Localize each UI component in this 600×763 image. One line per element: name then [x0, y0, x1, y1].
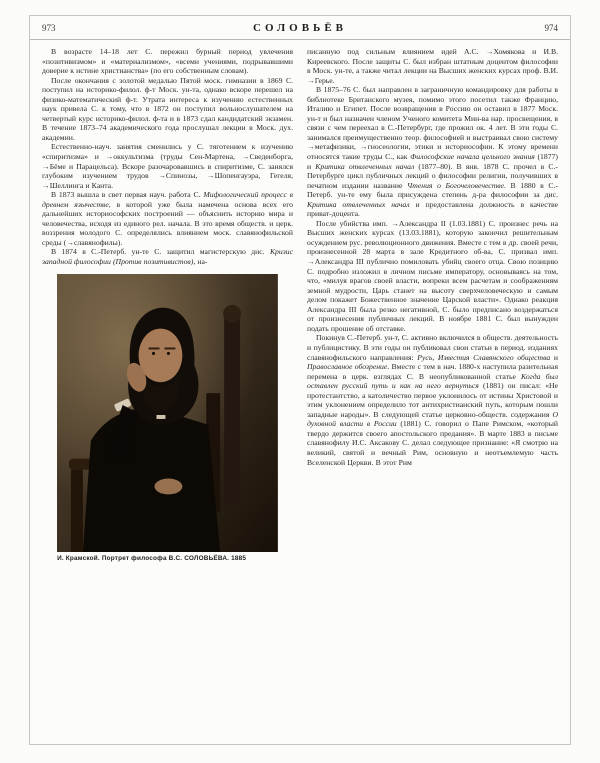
column-left	[42, 47, 293, 738]
figure	[57, 274, 278, 562]
page-frame	[29, 15, 571, 745]
paragraph: писанную под сильным влиянием идей А.С. →Хомякова и И.В. Киреевского. После защиты С. был избран штатным доцентом философии в Моск. ун-те, а также читал лекции на Высших женских курсах проф. В.И. →Герье.	[307, 47, 559, 85]
paragraph: После окончания с золотой медалью Пятой моск. гимназии в 1869 С. поступил на историко-филол. ф-т Моск. ун-та, однако вскоре перешел на физико-математический ф-т. Утрата интереса к изучению естественных наук привела С. к тому, что в 1872 он поступил вольнослушателем на четвертый курс историко-филол. ф-та и в 1873 сдал кандидатский экзамен. В течение 1873–74 академического года прослушал лекции в Моск. дух. академии.	[42, 75, 293, 142]
right-paragraphs	[307, 47, 558, 467]
page-number-left: 973	[42, 22, 56, 33]
page-number-right: 974	[544, 22, 558, 33]
portrait-image	[57, 274, 278, 552]
column-right	[307, 47, 558, 738]
two-column-content	[30, 40, 570, 744]
paragraph: В 1875–76 С. был направлен в заграничную командировку для работы в библиотеке Британского музея, помимо этого посетил также Францию, Италию и Египет. После возвращения в Россию он оставил в 1877 Моск. ун-т и был назначен членом Ученого комитета Мин-ва нар. просвещения, в связи с чем переехал в С.-Петербург, где прожил ок. 4 лет. В эти годы С. занимался преимущественно теор. философией и выстраивал свою систему →метафизики, →гносеологии, этики и историософии. К этому времени относятся такие труды С., как Философские начала цельного знания (1877) и Критика отвлеченных начал (1877–80). В янв. 1878 С. прочел в С.-Петербурге цикл публичных лекций о философии религии, получивших в печатном издании название Чтения о Богочеловечестве. В 1880 в С.-Петерб. ун-те ему была присуждена степень д-ра философии за дис. Критика отвлеченных начал и предоставлена должность в качестве приват-доцента.	[307, 85, 558, 219]
left-paragraphs	[42, 47, 293, 267]
running-head: СОЛОВЬЁВ	[253, 21, 347, 34]
paragraph: В 1873 вышла в свет первая науч. работа С. Мифологический процесс в древнем язычестве, в которой уже была намечена основа всех его дальнейших историософских построений — объяснить историю мира и человечества, исходя из единого рел. начала. В это время обществ. и церк. воззрения молодого С. определялись влиянием моск. славянофильской среды (→славянофилы).	[42, 190, 293, 247]
paragraph: В возрасте 14–18 лет С. пережил бурный период увлечения «позитивизмом» и «материализмом», «всеми учениями, подрывавшими доверие к истине христианства» (по его собственным словам).	[42, 47, 293, 76]
figure-caption: И. Крамской. Портрет философа В.С. СОЛОВЬЁВА. 1885	[57, 554, 247, 562]
paragraph: Естественно-науч. занятия сменились у С. тяготением к изучению «спиритизма» и →оккультизма (труды Сен-Мартена, →Сведенборга, →Бёме и Парацельса). Вскоре разочаровавшись в спиритизме, С. занялся глубоким изучением трудов →Спинозы, →Шопенгауэра, Гегеля, →Шеллинга и Канта.	[42, 142, 293, 190]
paragraph: После убийства имп. →Александра II (1.03.1881) С. произнес речь на Высших женских курсах (13.03.1881), которую закончил решительным осуждением рус. революционного движения. Вместе с тем в др. своей речи, произнесенной 28 марта в зале Кредитного об-ва, С. призвал имп. →Александра III публично помиловать убийц своего отца. Свою позицию С. подробно изложил в личном письме императору, основываясь на том, что, «милуя врагов своей власти, вопреки всем расчетам и соображениям земной мудрости, Царь станет на высоту сверхчеловеческую и самым делом покажет Божественное значение Царской власти». Однако реакция Александра III была резко негативной, С. было предписано воздержаться от произнесения публичных лекций. В ноябре 1881 С. был вынужден подать прошение об отставке.	[307, 218, 558, 333]
paragraph: Покинув С.-Петерб. ун-т, С. активно включился в обществ. деятельность и публицистику. В эти годы он публиковал свои статьи в период. изданиях славянофильского направления: Русь, Известия Славянского общества и Православное обозрение. Вместе с тем в нач. 1880-х наступила разительная перемена в церк. взглядах С. В неопубликованной статье Когда был оставлен русский путь и как на него вернуться (1881) он писал: «Не протестантство, а католичество первое уклонилось от истины Христовой и этим уклонением определило тот антихристианский путь, которым пошли западные народы». В следующей статье церковно-обществ. содержания О духовной власти в России (1881) С. говорил о Папе Римском, «который твердо держится своего апостольского предания». В марте 1883 в письме славянофилу И.С. Аксакову С. делал следующее признание: «Я смотрю на великий, святой и вечный Рим, основную и неотъемлемую часть Вселенской Церкви. В этот Рим	[307, 333, 558, 467]
page-header	[30, 16, 570, 40]
paragraph: В 1874 в С.-Петерб. ун-те С. защитил магистерскую дис. Кризис западной философии (Против позитивистов), на-	[42, 247, 293, 267]
